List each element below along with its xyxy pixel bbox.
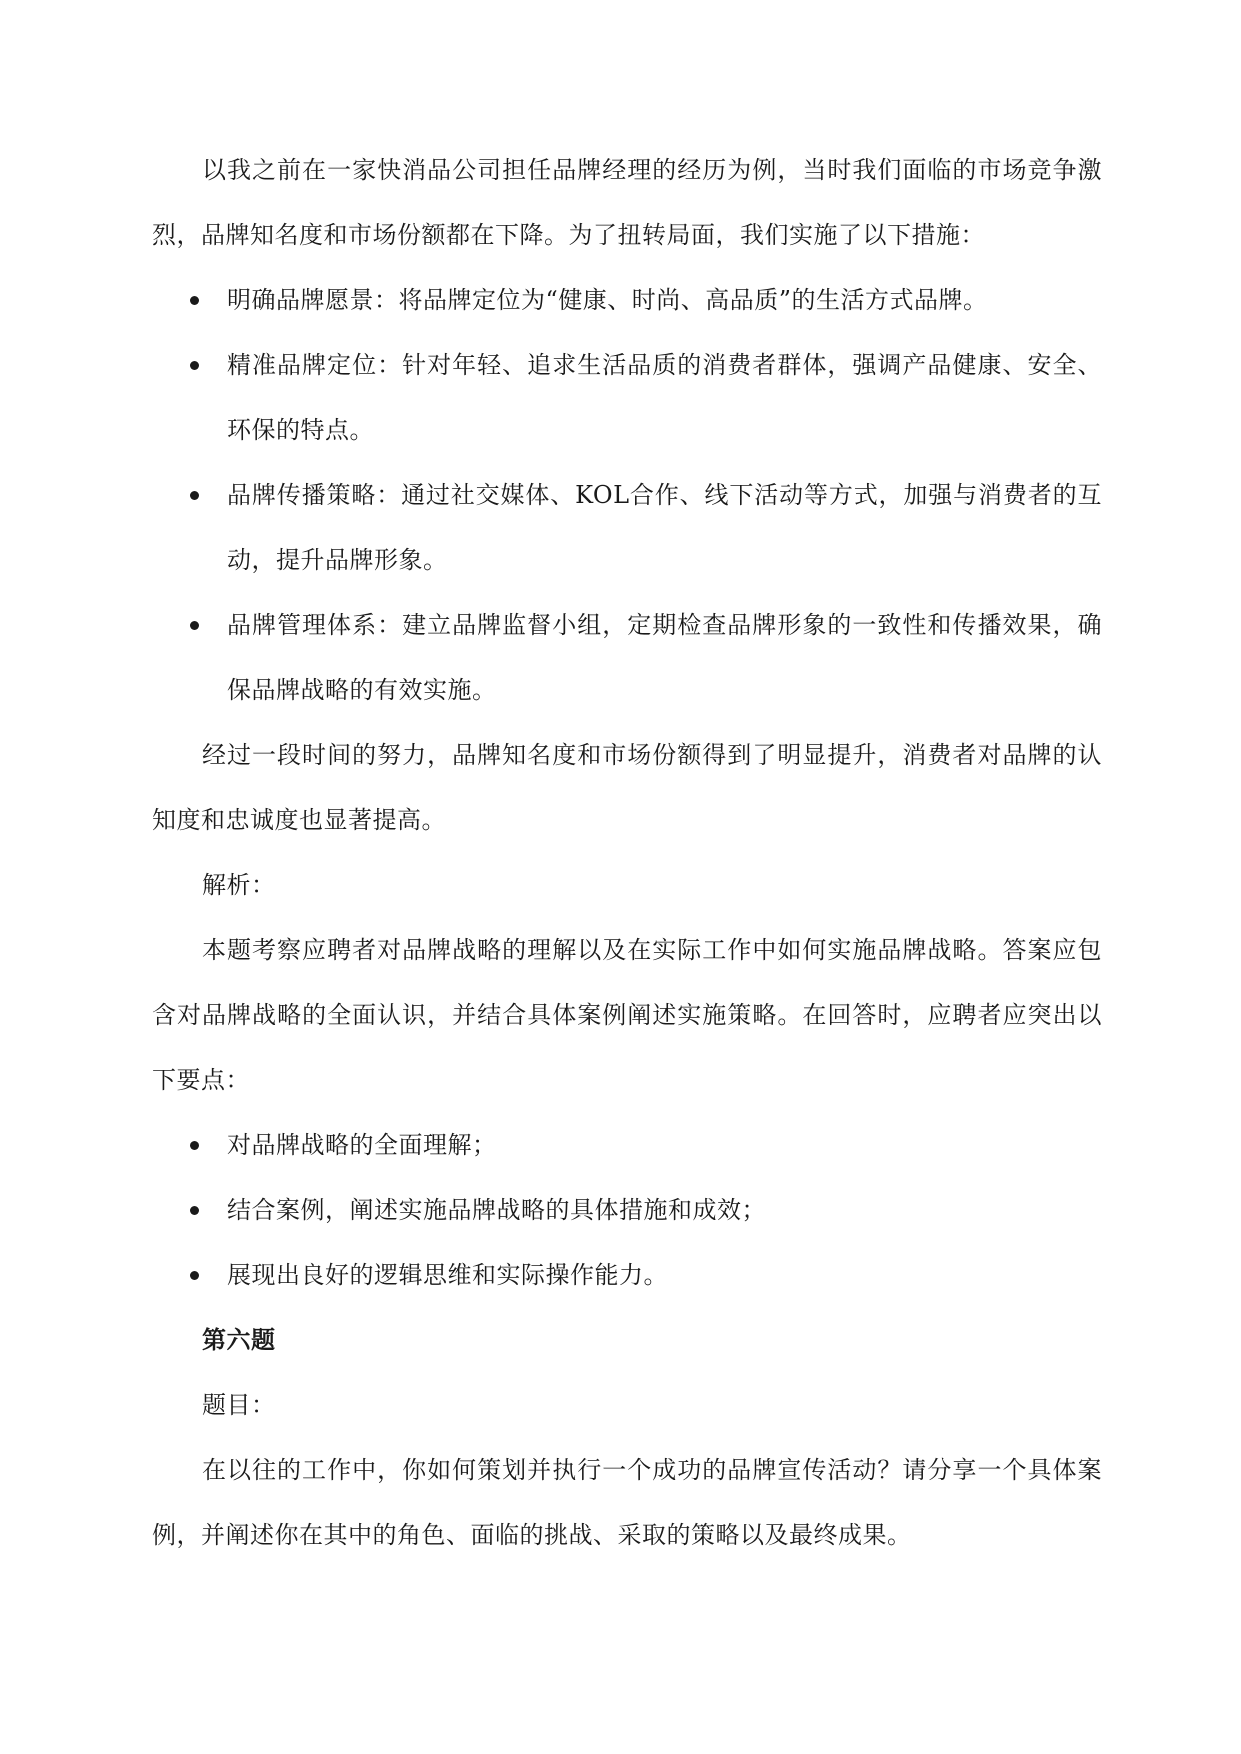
intro-paragraph: 以我之前在一家快消品公司担任品牌经理的经历为例，当时我们面临的市场竞争激烈，品牌知名度和市场份额都在下降。为了扭转局面，我们实施了以下措施： bbox=[152, 156, 1102, 249]
question-heading: 第六题 bbox=[202, 1326, 276, 1354]
bullet-icon bbox=[190, 491, 199, 500]
question-label: 题目： bbox=[202, 1391, 276, 1419]
list-item bbox=[152, 593, 1102, 723]
bullet-icon bbox=[190, 361, 199, 370]
list-item-text: 明确品牌愿景：将品牌定位为“健康、时尚、高品质”的生活方式品牌。 bbox=[227, 286, 988, 314]
bullet-icon bbox=[190, 1141, 199, 1150]
bullet-icon bbox=[190, 296, 199, 305]
bullet-icon bbox=[190, 1271, 199, 1280]
measures-list bbox=[152, 268, 1102, 723]
list-item-text: 品牌管理体系：建立品牌监督小组，定期检查品牌形象的一致性和传播效果，确保品牌战略的有效实施。 bbox=[227, 611, 1102, 704]
list-item-text: 展现出良好的逻辑思维和实际操作能力。 bbox=[227, 1261, 668, 1289]
analysis-points-list bbox=[152, 1113, 1102, 1308]
list-item bbox=[152, 463, 1102, 593]
bullet-icon bbox=[190, 621, 199, 630]
document-page bbox=[152, 138, 1102, 1568]
question-text: 在以往的工作中，你如何策划并执行一个成功的品牌宣传活动？请分享一个具体案例，并阐述你在其中的角色、面临的挑战、采取的策略以及最终成果。 bbox=[152, 1456, 1102, 1549]
list-item-text: 精准品牌定位：针对年轻、追求生活品质的消费者群体，强调产品健康、安全、环保的特点。 bbox=[227, 351, 1102, 444]
bullet-icon bbox=[190, 1206, 199, 1215]
list-item-text: 结合案例，阐述实施品牌战略的具体措施和成效； bbox=[227, 1196, 766, 1224]
list-item-text: 对品牌战略的全面理解； bbox=[227, 1131, 497, 1159]
list-item bbox=[152, 1178, 1102, 1243]
list-item bbox=[152, 1113, 1102, 1178]
analysis-label: 解析： bbox=[202, 871, 276, 899]
list-item bbox=[152, 268, 1102, 333]
list-item-text: 品牌传播策略：通过社交媒体、KOL合作、线下活动等方式，加强与消费者的互动，提升品牌形象。 bbox=[227, 481, 1102, 574]
list-item bbox=[152, 1243, 1102, 1308]
list-item bbox=[152, 333, 1102, 463]
analysis-paragraph: 本题考察应聘者对品牌战略的理解以及在实际工作中如何实施品牌战略。答案应包含对品牌战略的全面认识，并结合具体案例阐述实施策略。在回答时，应聘者应突出以下要点： bbox=[152, 936, 1102, 1094]
result-paragraph: 经过一段时间的努力，品牌知名度和市场份额得到了明显提升，消费者对品牌的认知度和忠诚度也显著提高。 bbox=[152, 741, 1102, 834]
